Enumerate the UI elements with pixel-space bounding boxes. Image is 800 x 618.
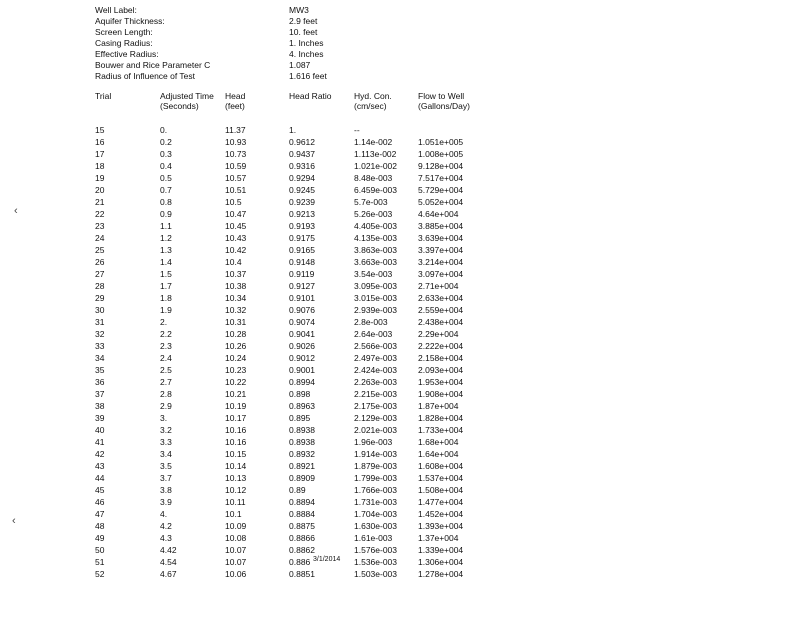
head-cell: 10.16	[225, 437, 247, 447]
head-cell: 10.5	[225, 197, 242, 207]
hyd-con-cell: --	[354, 125, 360, 135]
meta-label: Screen Length:	[95, 27, 153, 37]
head-cell: 10.1	[225, 509, 242, 519]
head-ratio-cell: 0.9041	[289, 329, 315, 339]
trial-cell: 48	[95, 521, 105, 531]
time-cell: 4.54	[160, 557, 177, 567]
head-cell: 10.59	[225, 161, 247, 171]
head-ratio-cell: 0.9127	[289, 281, 315, 291]
flow-cell: 1.608e+004	[418, 461, 464, 471]
head-cell: 10.13	[225, 473, 247, 483]
hyd-con-cell: 1.704e-003	[354, 509, 398, 519]
flow-cell: 1.37e+004	[418, 533, 459, 543]
head-ratio-cell: 0.895	[289, 413, 311, 423]
head-cell: 10.57	[225, 173, 247, 183]
time-cell: 0.4	[160, 161, 172, 171]
trial-cell: 47	[95, 509, 105, 519]
hyd-con-cell: 1.630e-003	[354, 521, 398, 531]
column-header-head-ratio: Head Ratio	[289, 91, 332, 101]
meta-label: Aquifer Thickness:	[95, 16, 165, 26]
head-ratio-cell: 0.8938	[289, 437, 315, 447]
table-row	[0, 292, 800, 304]
table-row	[0, 448, 800, 460]
time-cell: 3.2	[160, 425, 172, 435]
head-ratio-cell: 0.9148	[289, 257, 315, 267]
table-row	[0, 496, 800, 508]
head-ratio-cell: 0.9612	[289, 137, 315, 147]
head-cell: 10.23	[225, 365, 247, 375]
head-cell: 10.37	[225, 269, 247, 279]
data-table	[0, 124, 800, 580]
table-row	[0, 352, 800, 364]
hyd-con-cell: 2.215e-003	[354, 389, 398, 399]
hyd-con-cell: 5.7e-003	[354, 197, 388, 207]
head-ratio-cell: 0.8862	[289, 545, 315, 555]
head-cell: 11.37	[225, 125, 246, 135]
head-cell: 10.11	[225, 497, 246, 507]
hyd-con-cell: 1.503e-003	[354, 569, 398, 579]
table-row	[0, 484, 800, 496]
table-row	[0, 508, 800, 520]
table-row	[0, 148, 800, 160]
head-cell: 10.06	[225, 569, 247, 579]
flow-cell: 9.128e+004	[418, 161, 464, 171]
hyd-con-cell: 3.015e-003	[354, 293, 398, 303]
time-cell: 2.5	[160, 365, 172, 375]
head-ratio-cell: 0.9437	[289, 149, 315, 159]
trial-cell: 43	[95, 461, 105, 471]
table-row	[0, 412, 800, 424]
hyd-con-cell: 5.26e-003	[354, 209, 393, 219]
flow-cell: 1.477e+004	[418, 497, 464, 507]
head-ratio-cell: 0.9001	[289, 365, 315, 375]
time-cell: 0.2	[160, 137, 172, 147]
head-ratio-cell: 0.9119	[289, 269, 315, 279]
head-ratio-cell: 0.9101	[289, 293, 315, 303]
time-cell: 4.2	[160, 521, 172, 531]
hyd-con-cell: 2.263e-003	[354, 377, 398, 387]
table-row	[0, 136, 800, 148]
head-cell: 10.32	[225, 305, 247, 315]
table-row	[0, 268, 800, 280]
hyd-con-cell: 1.113e-002	[354, 149, 397, 159]
time-cell: 2.7	[160, 377, 172, 387]
column-header-hyd-con: Hyd. Con. (cm/sec)	[354, 91, 392, 111]
trial-cell: 33	[95, 341, 105, 351]
time-cell: 0.3	[160, 149, 172, 159]
table-row	[0, 160, 800, 172]
hyd-con-cell: 1.14e-002	[354, 137, 393, 147]
flow-cell: 1.537e+004	[418, 473, 464, 483]
hyd-con-cell: 1.576e-003	[354, 545, 398, 555]
flow-cell: 2.71e+004	[418, 281, 459, 291]
table-row	[0, 124, 800, 136]
flow-cell: 1.306e+004	[418, 557, 464, 567]
hyd-con-cell: 1.914e-003	[354, 449, 398, 459]
flow-cell: 1.278e+004	[418, 569, 464, 579]
head-cell: 10.47	[225, 209, 247, 219]
flow-cell: 1.87e+004	[418, 401, 459, 411]
hyd-con-cell: 3.663e-003	[354, 257, 398, 267]
trial-cell: 37	[95, 389, 105, 399]
trial-cell: 21	[95, 197, 105, 207]
time-cell: 0.5	[160, 173, 172, 183]
head-ratio-cell: 0.9294	[289, 173, 315, 183]
head-cell: 10.14	[225, 461, 247, 471]
hyd-con-cell: 2.021e-003	[354, 425, 398, 435]
meta-value: 1.616 feet	[289, 71, 327, 81]
hyd-con-cell: 1.879e-003	[354, 461, 398, 471]
trial-cell: 42	[95, 449, 105, 459]
hyd-con-cell: 3.54e-003	[354, 269, 393, 279]
table-row	[0, 208, 800, 220]
flow-cell: 5.052e+004	[418, 197, 464, 207]
head-ratio-cell: 0.8938	[289, 425, 315, 435]
flow-cell: 2.438e+004	[418, 317, 464, 327]
flow-cell: 1.339e+004	[418, 545, 464, 555]
time-cell: 3.5	[160, 461, 172, 471]
flow-cell: 2.29e+004	[418, 329, 459, 339]
trial-cell: 40	[95, 425, 105, 435]
head-ratio-cell: 0.9076	[289, 305, 315, 315]
meta-value: 10. feet	[289, 27, 318, 37]
hyd-con-cell: 2.939e-003	[354, 305, 398, 315]
flow-cell: 1.828e+004	[418, 413, 464, 423]
scan-mark: ‹	[12, 515, 16, 527]
flow-cell: 3.397e+004	[418, 245, 464, 255]
trial-cell: 22	[95, 209, 105, 219]
head-cell: 10.19	[225, 401, 247, 411]
time-cell: 3.7	[160, 473, 172, 483]
head-cell: 10.28	[225, 329, 247, 339]
table-row	[0, 376, 800, 388]
hyd-con-cell: 2.424e-003	[354, 365, 398, 375]
flow-cell: 1.68e+004	[418, 437, 459, 447]
hyd-con-cell: 2.497e-003	[354, 353, 398, 363]
time-cell: 0.8	[160, 197, 172, 207]
hyd-con-cell: 4.135e-003	[354, 233, 398, 243]
trial-cell: 30	[95, 305, 105, 315]
head-cell: 10.43	[225, 233, 247, 243]
time-cell: 1.7	[160, 281, 172, 291]
time-cell: 4.	[160, 509, 168, 519]
flow-cell: 7.517e+004	[418, 173, 464, 183]
trial-cell: 34	[95, 353, 105, 363]
hyd-con-cell: 2.8e-003	[354, 317, 388, 327]
trial-cell: 29	[95, 293, 105, 303]
table-row	[0, 316, 800, 328]
table-row	[0, 220, 800, 232]
time-cell: 2.	[160, 317, 168, 327]
hyd-con-cell: 8.48e-003	[354, 173, 393, 183]
hyd-con-cell: 3.095e-003	[354, 281, 398, 291]
table-row	[0, 424, 800, 436]
table-row	[0, 436, 800, 448]
trial-cell: 36	[95, 377, 105, 387]
head-cell: 10.4	[225, 257, 242, 267]
time-cell: 0.7	[160, 185, 172, 195]
head-ratio-cell: 0.8909	[289, 473, 315, 483]
table-row	[0, 304, 800, 316]
column-header-head: Head (feet)	[225, 91, 246, 111]
meta-label: Well Label:	[95, 5, 137, 15]
table-row	[0, 328, 800, 340]
head-ratio-cell: 0.8884	[289, 509, 315, 519]
hyd-con-cell: 6.459e-003	[354, 185, 398, 195]
time-cell: 1.8	[160, 293, 172, 303]
head-ratio-cell: 0.8921	[289, 461, 315, 471]
head-ratio-cell: 0.9175	[289, 233, 315, 243]
meta-value: MW3	[289, 5, 309, 15]
trial-cell: 19	[95, 173, 105, 183]
time-cell: 0.	[160, 125, 168, 135]
column-header-trial: Trial	[95, 91, 112, 101]
head-ratio-cell: 0.898	[289, 389, 311, 399]
time-cell: 4.42	[160, 545, 177, 555]
head-ratio-cell: 0.89	[289, 485, 306, 495]
table-row	[0, 184, 800, 196]
hyd-con-cell: 2.566e-003	[354, 341, 398, 351]
hyd-con-cell: 1.731e-003	[354, 497, 398, 507]
head-cell: 10.16	[225, 425, 247, 435]
trial-cell: 23	[95, 221, 105, 231]
time-cell: 1.1	[160, 221, 172, 231]
flow-cell: 2.093e+004	[418, 365, 464, 375]
trial-cell: 41	[95, 437, 105, 447]
scan-mark: ‹	[14, 205, 18, 217]
flow-cell: 5.729e+004	[418, 185, 464, 195]
head-ratio-cell: 0.9213	[289, 209, 315, 219]
trial-cell: 50	[95, 545, 105, 555]
time-cell: 3.3	[160, 437, 172, 447]
flow-cell: 4.64e+004	[418, 209, 459, 219]
time-cell: 1.9	[160, 305, 172, 315]
head-cell: 10.15	[225, 449, 247, 459]
flow-cell: 1.908e+004	[418, 389, 464, 399]
trial-cell: 16	[95, 137, 105, 147]
meta-value: 1. Inches	[289, 38, 324, 48]
time-cell: 2.9	[160, 401, 172, 411]
hyd-con-cell: 1.021e-002	[354, 161, 398, 171]
time-cell: 1.5	[160, 269, 172, 279]
head-cell: 10.07	[225, 545, 247, 555]
flow-cell: 3.885e+004	[418, 221, 464, 231]
table-row	[0, 520, 800, 532]
trial-cell: 25	[95, 245, 105, 255]
trial-cell: 24	[95, 233, 105, 243]
head-cell: 10.22	[225, 377, 247, 387]
print-date: 3/1/2014	[313, 556, 341, 563]
column-header-adjusted-time: Adjusted Time (Seconds)	[160, 91, 214, 111]
hyd-con-cell: 1.61e-003	[354, 533, 393, 543]
time-cell: 1.2	[160, 233, 172, 243]
flow-cell: 1.008e+005	[418, 149, 464, 159]
table-row	[0, 340, 800, 352]
flow-cell: 2.633e+004	[418, 293, 464, 303]
time-cell: 3.9	[160, 497, 172, 507]
head-cell: 10.45	[225, 221, 247, 231]
head-cell: 10.26	[225, 341, 247, 351]
head-ratio-cell: 0.8994	[289, 377, 315, 387]
table-row	[0, 532, 800, 544]
time-cell: 1.3	[160, 245, 172, 255]
head-ratio-cell: 0.9193	[289, 221, 315, 231]
trial-cell: 28	[95, 281, 105, 291]
hyd-con-cell: 1.766e-003	[354, 485, 398, 495]
trial-cell: 51	[95, 557, 105, 567]
head-cell: 10.07	[225, 557, 247, 567]
head-cell: 10.93	[225, 137, 247, 147]
time-cell: 3.	[160, 413, 168, 423]
hyd-con-cell: 4.405e-003	[354, 221, 398, 231]
trial-cell: 46	[95, 497, 105, 507]
head-cell: 10.12	[225, 485, 247, 495]
hyd-con-cell: 2.129e-003	[354, 413, 398, 423]
meta-value: 4. Inches	[289, 49, 324, 59]
flow-cell: 1.393e+004	[418, 521, 464, 531]
table-row	[0, 544, 800, 556]
table-row	[0, 256, 800, 268]
trial-cell: 26	[95, 257, 105, 267]
meta-label: Effective Radius:	[95, 49, 159, 59]
hyd-con-cell: 1.96e-003	[354, 437, 393, 447]
flow-cell: 2.559e+004	[418, 305, 464, 315]
flow-cell: 1.733e+004	[418, 425, 464, 435]
time-cell: 0.9	[160, 209, 172, 219]
time-cell: 2.8	[160, 389, 172, 399]
trial-cell: 49	[95, 533, 105, 543]
head-cell: 10.51	[225, 185, 247, 195]
head-ratio-cell: 0.9012	[289, 353, 315, 363]
time-cell: 4.67	[160, 569, 177, 579]
table-row	[0, 388, 800, 400]
head-ratio-cell: 0.8875	[289, 521, 315, 531]
trial-cell: 27	[95, 269, 105, 279]
head-cell: 10.21	[225, 389, 247, 399]
flow-cell: 1.508e+004	[418, 485, 464, 495]
head-cell: 10.08	[225, 533, 247, 543]
flow-cell: 3.097e+004	[418, 269, 464, 279]
head-cell: 10.34	[225, 293, 247, 303]
head-ratio-cell: 0.9245	[289, 185, 315, 195]
table-row	[0, 196, 800, 208]
trial-cell: 15	[95, 125, 105, 135]
head-cell: 10.42	[225, 245, 247, 255]
trial-cell: 45	[95, 485, 105, 495]
trial-cell: 52	[95, 569, 105, 579]
hyd-con-cell: 1.799e-003	[354, 473, 398, 483]
head-ratio-cell: 0.9239	[289, 197, 315, 207]
hyd-con-cell: 2.175e-003	[354, 401, 398, 411]
table-row	[0, 172, 800, 184]
table-row	[0, 232, 800, 244]
head-ratio-cell: 0.9165	[289, 245, 315, 255]
meta-label: Casing Radius:	[95, 38, 153, 48]
flow-cell: 3.214e+004	[418, 257, 464, 267]
trial-cell: 38	[95, 401, 105, 411]
table-row	[0, 472, 800, 484]
table-row	[0, 244, 800, 256]
table-row	[0, 460, 800, 472]
flow-cell: 1.953e+004	[418, 377, 464, 387]
head-ratio-cell: 0.8894	[289, 497, 315, 507]
table-row	[0, 364, 800, 376]
table-row	[0, 568, 800, 580]
hyd-con-cell: 1.536e-003	[354, 557, 398, 567]
head-ratio-cell: 0.8963	[289, 401, 315, 411]
trial-cell: 31	[95, 317, 105, 327]
head-ratio-cell: 0.9026	[289, 341, 315, 351]
head-cell: 10.24	[225, 353, 247, 363]
hyd-con-cell: 2.64e-003	[354, 329, 393, 339]
time-cell: 2.2	[160, 329, 172, 339]
head-cell: 10.09	[225, 521, 247, 531]
table-row	[0, 400, 800, 412]
table-row	[0, 556, 800, 568]
time-cell: 1.4	[160, 257, 172, 267]
meta-value: 1.087	[289, 60, 311, 70]
column-header-flow-to-well: Flow to Well (Gallons/Day)	[418, 91, 470, 111]
flow-cell: 1.051e+005	[418, 137, 464, 147]
head-cell: 10.38	[225, 281, 247, 291]
time-cell: 4.3	[160, 533, 172, 543]
head-ratio-cell: 0.8932	[289, 449, 315, 459]
trial-cell: 39	[95, 413, 105, 423]
trial-cell: 32	[95, 329, 105, 339]
table-row	[0, 280, 800, 292]
hyd-con-cell: 3.863e-003	[354, 245, 398, 255]
meta-value: 2.9 feet	[289, 16, 318, 26]
time-cell: 2.3	[160, 341, 172, 351]
trial-cell: 17	[95, 149, 105, 159]
trial-cell: 20	[95, 185, 105, 195]
time-cell: 3.8	[160, 485, 172, 495]
time-cell: 3.4	[160, 449, 172, 459]
head-ratio-cell: 0.9316	[289, 161, 315, 171]
head-cell: 10.73	[225, 149, 247, 159]
meta-label: Radius of Influence of Test	[95, 71, 196, 81]
trial-cell: 18	[95, 161, 105, 171]
time-cell: 2.4	[160, 353, 172, 363]
meta-label: Bouwer and Rice Parameter C	[95, 60, 211, 70]
head-ratio-cell: 0.9074	[289, 317, 315, 327]
head-ratio-cell: 1.	[289, 125, 297, 135]
flow-cell: 2.158e+004	[418, 353, 464, 363]
head-ratio-cell: 0.886	[289, 557, 311, 567]
trial-cell: 35	[95, 365, 105, 375]
head-cell: 10.31	[225, 317, 247, 327]
head-ratio-cell: 0.8851	[289, 569, 315, 579]
flow-cell: 1.64e+004	[418, 449, 459, 459]
head-ratio-cell: 0.8866	[289, 533, 315, 543]
flow-cell: 1.452e+004	[418, 509, 464, 519]
trial-cell: 44	[95, 473, 105, 483]
flow-cell: 2.222e+004	[418, 341, 464, 351]
head-cell: 10.17	[225, 413, 247, 423]
flow-cell: 3.639e+004	[418, 233, 464, 243]
